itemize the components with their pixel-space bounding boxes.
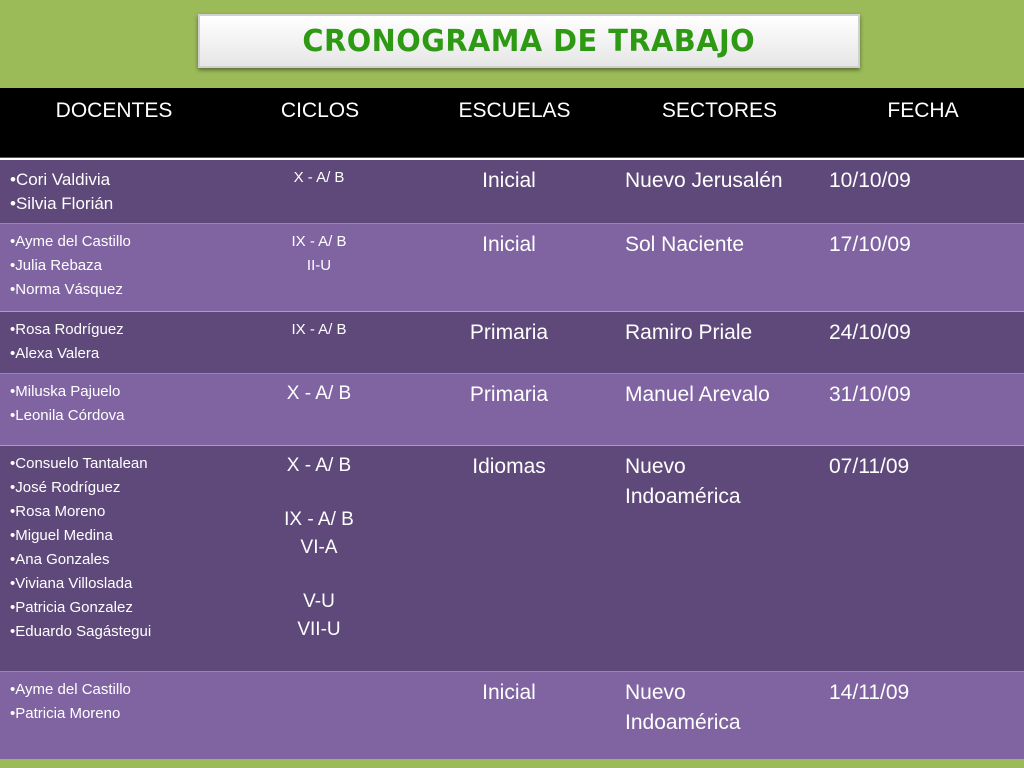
escuela-value: Primaria <box>469 383 549 406</box>
sector-cell <box>585 374 785 446</box>
table-row <box>0 374 1024 446</box>
ciclo-value: VII-U <box>297 619 341 640</box>
ciclo-value: IX - A/ B <box>291 233 347 250</box>
fecha-cell <box>785 672 1024 760</box>
schedule-table <box>0 88 1024 760</box>
sector-cell <box>585 446 785 672</box>
page-title: CRONOGRAMA DE TRABAJO <box>302 23 756 59</box>
ciclo-value: V-U <box>303 591 335 612</box>
escuela-value: Inicial <box>482 169 536 192</box>
sector-value: Ramiro Priale <box>625 321 753 344</box>
docente-name: • Alexa Valera <box>10 342 205 366</box>
sector-value: Nuevo Jerusalén <box>625 169 783 192</box>
docente-name: • Ayme del Castillo <box>10 230 205 254</box>
fecha-value: 10/10/09 <box>829 169 911 192</box>
docente-name: • Rosa Moreno <box>10 500 205 524</box>
table-row <box>0 160 1024 224</box>
ciclo-value: II-U <box>306 257 332 274</box>
fecha-cell <box>785 374 1024 446</box>
sector-value: Nuevo Indoamérica <box>625 681 741 734</box>
fecha-cell <box>785 224 1024 312</box>
docente-name: • Leonila Córdova <box>10 404 205 428</box>
ciclo-value: X - A/ B <box>293 169 345 186</box>
table-row <box>0 672 1024 760</box>
sector-value: Sol Naciente <box>625 233 745 256</box>
escuela-cell <box>433 672 585 760</box>
header-sectores: SECTORES <box>661 99 778 122</box>
sector-cell <box>585 160 785 224</box>
ciclos-cell <box>205 672 433 760</box>
header-escuelas: ESCUELAS <box>458 99 571 122</box>
docente-name: • Norma Vásquez <box>10 278 205 302</box>
sector-cell <box>585 672 785 760</box>
ciclos-cell <box>205 446 433 672</box>
escuela-value: Inicial <box>482 233 536 256</box>
docentes-cell <box>0 446 205 672</box>
fecha-value: 07/11/09 <box>829 455 910 478</box>
title-box <box>198 14 860 68</box>
sector-value: Manuel Arevalo <box>625 383 770 406</box>
docente-name: • Consuelo Tantalean <box>10 452 205 476</box>
sector-value: Nuevo Indoamérica <box>625 455 741 508</box>
ciclos-cell <box>205 160 433 224</box>
header-docentes: DOCENTES <box>55 99 173 122</box>
docentes-cell <box>0 312 205 374</box>
ciclo-value: VI-A <box>300 537 338 558</box>
escuela-cell <box>433 160 585 224</box>
escuela-cell <box>433 312 585 374</box>
header-ciclos: CICLOS <box>280 99 360 122</box>
ciclo-value: IX - A/ B <box>291 321 347 338</box>
docente-name: • Patricia Gonzalez <box>10 596 205 620</box>
ciclo-value: X - A/ B <box>286 383 352 404</box>
sector-cell <box>585 224 785 312</box>
fecha-value: 24/10/09 <box>829 321 911 344</box>
docente-name: • Eduardo Sagástegui <box>10 620 205 644</box>
fecha-value: 17/10/09 <box>829 233 911 256</box>
fecha-value: 31/10/09 <box>829 383 911 406</box>
ciclo-value: IX - A/ B <box>284 509 354 530</box>
table-row <box>0 224 1024 312</box>
docente-name: • Miguel Medina <box>10 524 205 548</box>
docente-name: • Julia Rebaza <box>10 254 205 278</box>
table-row <box>0 312 1024 374</box>
escuela-value: Idiomas <box>472 455 546 478</box>
escuela-cell <box>433 446 585 672</box>
escuela-cell <box>433 224 585 312</box>
docentes-cell <box>0 160 205 224</box>
docentes-cell <box>0 672 205 760</box>
ciclo-value: X - A/ B <box>286 455 352 476</box>
escuela-cell <box>433 374 585 446</box>
docente-name: • Viviana Villoslada <box>10 572 205 596</box>
fecha-cell <box>785 446 1024 672</box>
docentes-cell <box>0 224 205 312</box>
escuela-value: Primaria <box>469 321 549 344</box>
sector-cell <box>585 312 785 374</box>
escuela-value: Inicial <box>482 681 536 704</box>
docente-name: • Cori Valdivia <box>10 168 205 192</box>
fecha-cell <box>785 160 1024 224</box>
fecha-value: 14/11/09 <box>829 681 910 704</box>
docente-name: • Rosa Rodríguez <box>10 318 205 342</box>
docente-name: • José Rodríguez <box>10 476 205 500</box>
docente-name: • Silvia Florián <box>10 192 205 216</box>
table-header <box>0 88 1024 158</box>
docentes-cell <box>0 374 205 446</box>
docente-name: • Patricia Moreno <box>10 702 205 726</box>
ciclos-cell <box>205 224 433 312</box>
table-row <box>0 446 1024 672</box>
header-fecha: FECHA <box>887 99 959 122</box>
docente-name: • Ana Gonzales <box>10 548 205 572</box>
docente-name: • Ayme del Castillo <box>10 678 205 702</box>
docente-name: • Miluska Pajuelo <box>10 380 205 404</box>
fecha-cell <box>785 312 1024 374</box>
ciclos-cell <box>205 374 433 446</box>
ciclos-cell <box>205 312 433 374</box>
